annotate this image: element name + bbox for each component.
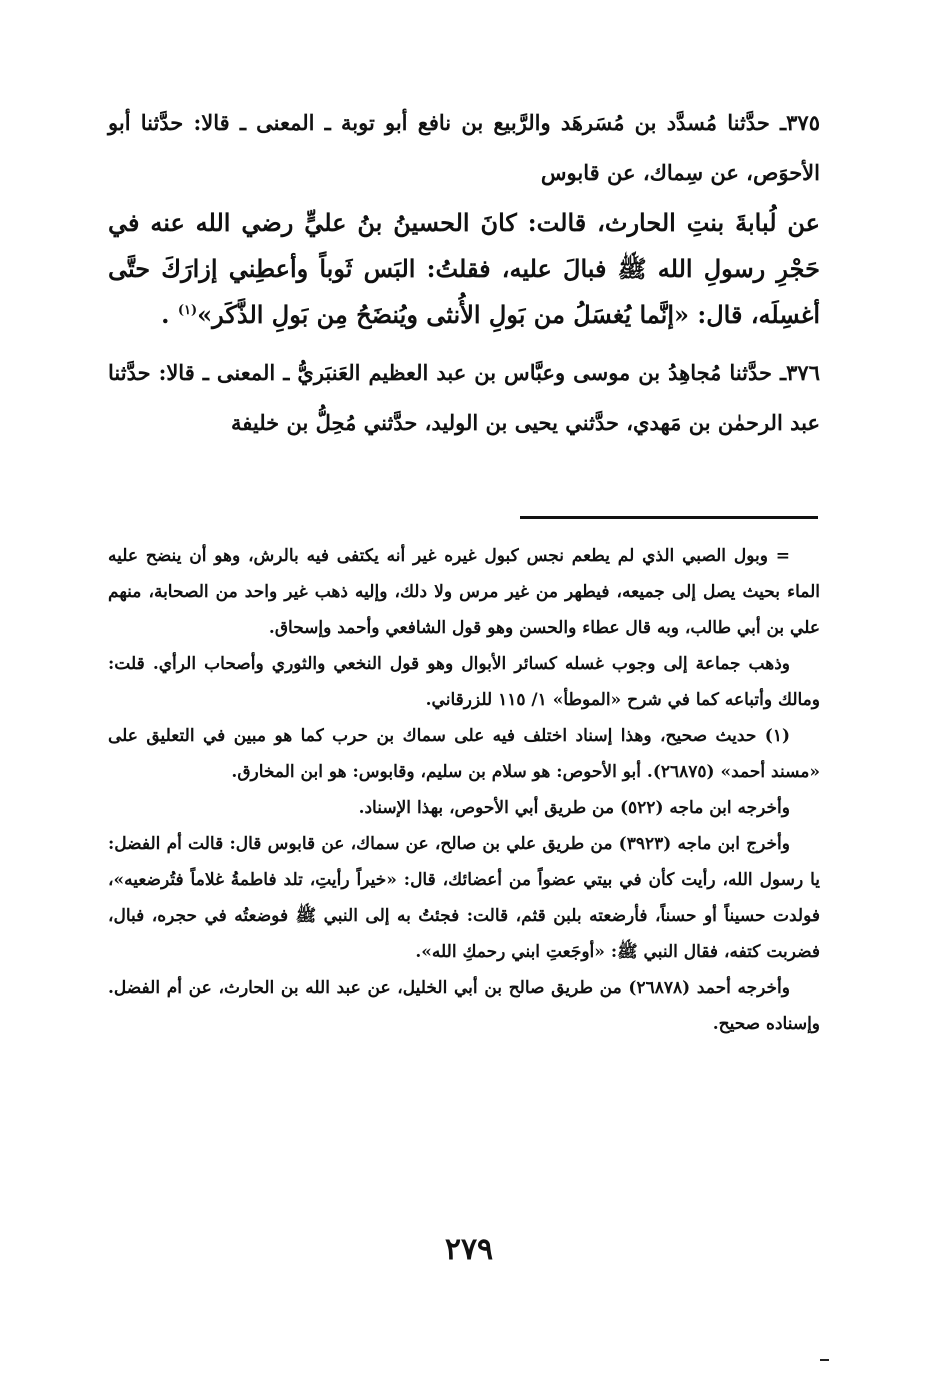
- footnote-1-paragraph-a: وأخرجه ابن ماجه (٥٢٢) من طريق أبي الأحوص، بهذا الإسناد.: [358, 798, 790, 818]
- hadith-376-isnad: ٣٧٦ـ حدَّثنا مُجاهِدُ بن موسى وعبَّاس بن عبد العظيم العَنبَريُّ ـ المعنى ـ قالا: حدَّثنا عبد الرحمٰن بن مَهدي، حدَّثني يحيى بن الوليد، حدَّثني مُحِلُّ بن خليفة: [108, 360, 820, 435]
- footnote-separator: [520, 516, 818, 519]
- hadith-375-matn: [108, 200, 820, 338]
- footnote-1-paragraph-b: وأخرج ابن ماجه (٣٩٢٣) من طريق علي بن صالح، عن سماك، عن قابوس قال: قالت أم الفضل: يا رسول الله، رأيت كأن في بيتي عضواً من أعضائك، قال: «خيراً رأيتِ، تلد فاطمةُ غلاماً فتُرضعيه»، فولدت حسيناً أو حسناً، فأرضعته بلبن قثم، قالت: فجئتُ به إلى النبي ﷺ فوضعتُه في حجره، فبال، فضربت كتفه، فقال النبي ﷺ: «أوجَعتِ ابني رحمكِ الله».: [108, 834, 820, 962]
- hadith-376-block: [108, 348, 820, 448]
- hadith-375-matn-block: [108, 200, 820, 338]
- hadith-375-isnad: ٣٧٥ـ حدَّثنا مُسدَّد بن مُسَرهَد والرَّبيع بن نافع أبو توبة ـ المعنى ـ قالا: حدَّثنا أبو الأحوَص، عن سِماك، عن قابوس: [108, 110, 820, 185]
- page-number: ٢٧٩: [444, 1232, 494, 1267]
- footnote-1-paragraph-c: وأخرجه أحمد (٢٦٨٧٨) من طريق صالح بن أبي الخليل، عن عبد الله بن الحارث، عن أم الفضل. وإسناده صحيح.: [108, 978, 820, 1034]
- footnote-continued-paragraph-2: وذهب جماعة إلى وجوب غسله كسائر الأبوال وهو قول النخعي والثوري وأصحاب الرأي. قلت: ومالك وأتباعه كما في شرح «الموطأ» ١/ ١١٥ للزرقاني.: [108, 654, 820, 710]
- footnotes-section: [108, 538, 820, 1042]
- footnote-ref-1[interactable]: (١): [177, 303, 198, 318]
- hadith-375-matn-text: عن لُبابةَ بنتِ الحارث، قالت: كانَ الحسينُ بنُ عليٍّ رضي الله عنه في حَجْرِ رسولِ الله ﷺ فبالَ عليه، فقلتُ: البَس ثَوباً وأعطِني إزارَكَ حتَّى أغسِلَه، قال: «إنَّما يُغسَلُ من بَولِ الأُنثى ويُنضَحُ مِن بَولِ الذَّكَر»: [108, 208, 820, 329]
- footnote-continued-paragraph-1: = وبول الصبي الذي لم يطعم نجس كبول غيره غير أنه يكتفى فيه بالرش، وهو أن ينضح عليه الماء بحيث يصل إلى جميعه، فيطهر من غير مرس ولا دلك، وإليه ذهب غير واحد من الصحابة، منهم علي بن أبي طالب، وبه قال عطاء والحسن وهو قول الشافعي وأحمد وإسحاق.: [108, 546, 820, 638]
- hadith-375-matn-end: .: [161, 300, 170, 329]
- footnote-1: (١) حديث صحيح، وهذا إسناد اختلف فيه على سماك بن حرب كما هو مبين في التعليق على «مسند أحمد» (٢٦٨٧٥). أبو الأحوص: هو سلام بن سليم، وقابوس: هو ابن المخارق.: [108, 726, 820, 782]
- hadith-375-block: [108, 98, 820, 198]
- scan-mark: [820, 1359, 829, 1361]
